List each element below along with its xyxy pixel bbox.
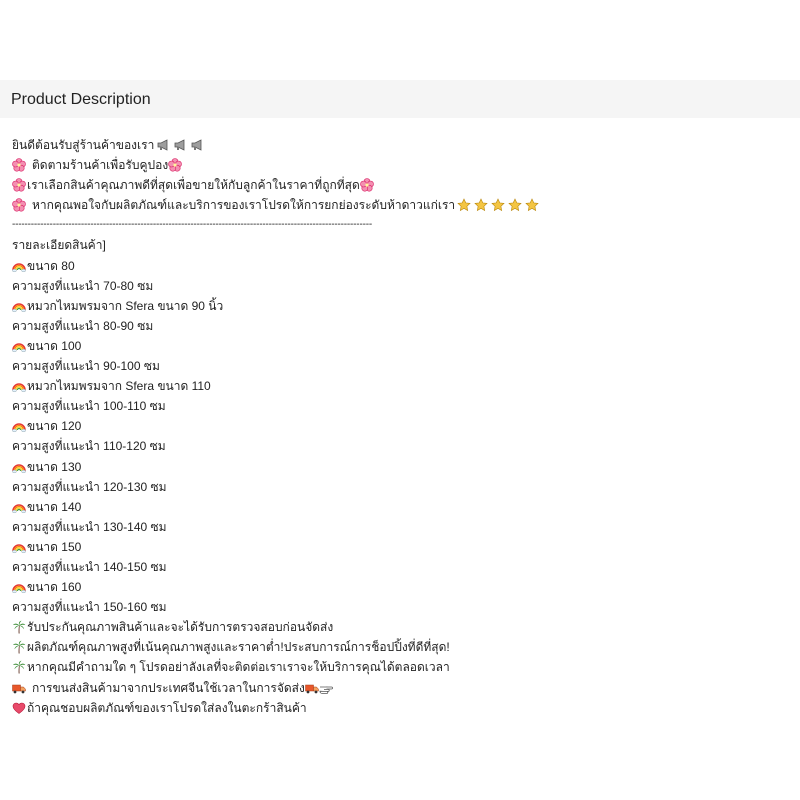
rating-text: หากคุณพอใจกับผลิตภัณฑ์และบริการของเราโปรดให้การยกย่องระดับห้าดาวแก่เรา — [32, 198, 456, 213]
cart-text: ถ้าคุณชอบผลิตภัณฑ์ของเราโปรดใส่ลงในตะกร้าสินค้า — [27, 700, 307, 715]
palm-tree-icon — [12, 660, 26, 674]
height-line — [12, 477, 792, 497]
rainbow-icon — [12, 339, 26, 353]
star-icon — [525, 198, 539, 212]
height-line — [12, 316, 792, 336]
height-label: ความสูงที่แนะนำ 100-110 ซม — [12, 399, 166, 414]
star-icon — [457, 198, 471, 212]
height-line — [12, 356, 792, 376]
size-label: ขนาด 150 — [27, 539, 82, 554]
description-line-guarantee — [12, 617, 792, 637]
height-line — [12, 396, 792, 416]
rainbow-icon — [12, 580, 26, 594]
height-line — [12, 276, 792, 296]
rainbow-icon — [12, 460, 26, 474]
height-label: ความสูงที่แนะนำ 90-100 ซม — [12, 359, 160, 374]
description-divider: ------------------------------------------------------------------------------------------------------------------- — [12, 219, 372, 231]
truck-icon — [305, 681, 319, 695]
description-line-cart — [12, 698, 792, 718]
description-line-follow — [12, 155, 792, 175]
megaphone-icon — [156, 138, 170, 152]
description-line-products — [12, 637, 792, 657]
size-line — [12, 577, 792, 597]
height-label: ความสูงที่แนะนำ 110-120 ซม — [12, 439, 166, 454]
height-line — [12, 557, 792, 577]
size-line — [12, 416, 792, 436]
height-label: ความสูงที่แนะนำ 120-130 ซม — [12, 479, 167, 494]
follow-text: ติดตามร้านค้าเพื่อรับคูปอง — [32, 158, 169, 173]
heart-icon — [12, 701, 26, 715]
size-label: ขนาด 160 — [27, 580, 82, 595]
size-line — [12, 537, 792, 557]
height-label: ความสูงที่แนะนำ 70-80 ซม — [12, 278, 154, 293]
description-line-rating — [12, 195, 792, 215]
star-icon — [508, 198, 522, 212]
size-label: ขนาด 130 — [27, 459, 82, 474]
rainbow-icon — [12, 540, 26, 554]
description-line-shipping — [12, 678, 792, 698]
cherry-blossom-icon — [360, 178, 374, 192]
pointing-hand-icon — [319, 681, 333, 695]
size-line — [12, 256, 792, 276]
shipping-text: การขนส่งสินค้ามาจากประเทศจีนใช้เวลาในการจัดส่ง — [32, 680, 305, 695]
height-label: ความสูงที่แนะนำ 130-140 ซม — [12, 519, 167, 534]
section-title: Product Description — [11, 90, 151, 108]
details-title — [12, 235, 792, 255]
size-label: หมวกไหมพรมจาก Sfera ขนาด 110 — [27, 379, 211, 394]
height-line — [12, 436, 792, 456]
rainbow-icon — [12, 419, 26, 433]
size-line — [12, 336, 792, 356]
questions-text: หากคุณมีคำถามใด ๆ โปรดอย่าลังเลที่จะติดต่อเราเราจะให้บริการคุณได้ตลอดเวลา — [27, 660, 450, 675]
megaphone-icon — [190, 138, 204, 152]
size-line — [12, 457, 792, 477]
rainbow-icon — [12, 299, 26, 313]
height-line — [12, 597, 792, 617]
products-text: ผลิตภัณฑ์คุณภาพสูงที่เน้นคุณภาพสูงและราคาต่ำ!ประสบการณ์การช็อปปิ้งที่ดีที่สุด! — [27, 640, 450, 655]
rainbow-icon — [12, 259, 26, 273]
palm-tree-icon — [12, 620, 26, 634]
product-description-header — [0, 80, 800, 118]
height-label: ความสูงที่แนะนำ 80-90 ซม — [12, 318, 154, 333]
guarantee-text: รับประกันคุณภาพสินค้าและจะได้รับการตรวจสอบก่อนจัดส่ง — [27, 620, 334, 635]
size-label: ขนาด 100 — [27, 338, 82, 353]
quality-text: เราเลือกสินค้าคุณภาพดีที่สุดเพื่อขายให้กับลูกค้าในราคาที่ถูกที่สุด — [27, 178, 360, 193]
size-line — [12, 296, 792, 316]
palm-tree-icon — [12, 640, 26, 654]
product-description-body — [12, 135, 792, 718]
height-label: ความสูงที่แนะนำ 150-160 ซม — [12, 600, 167, 615]
cherry-blossom-icon — [12, 178, 26, 192]
cherry-blossom-icon — [12, 158, 26, 172]
size-label: ขนาด 120 — [27, 419, 82, 434]
truck-icon — [12, 681, 26, 695]
star-icon — [474, 198, 488, 212]
size-line — [12, 376, 792, 396]
welcome-text: ยินดีต้อนรับสู่ร้านค้าของเรา — [12, 138, 155, 152]
details-title-text: รายละเอียดสินค้า] — [12, 238, 106, 253]
size-label: ขนาด 80 — [27, 258, 75, 273]
rainbow-icon — [12, 379, 26, 393]
description-line-quality — [12, 175, 792, 195]
size-label: ขนาด 140 — [27, 499, 82, 514]
star-icon — [491, 198, 505, 212]
cherry-blossom-icon — [168, 158, 182, 172]
height-line — [12, 517, 792, 537]
description-line-questions — [12, 657, 792, 677]
size-label: หมวกไหมพรมจาก Sfera ขนาด 90 นิ้ว — [27, 298, 224, 313]
rainbow-icon — [12, 500, 26, 514]
megaphone-icon — [173, 138, 187, 152]
cherry-blossom-icon — [12, 198, 26, 212]
height-label: ความสูงที่แนะนำ 140-150 ซม — [12, 559, 167, 574]
size-line — [12, 497, 792, 517]
description-line-welcome — [12, 135, 792, 155]
